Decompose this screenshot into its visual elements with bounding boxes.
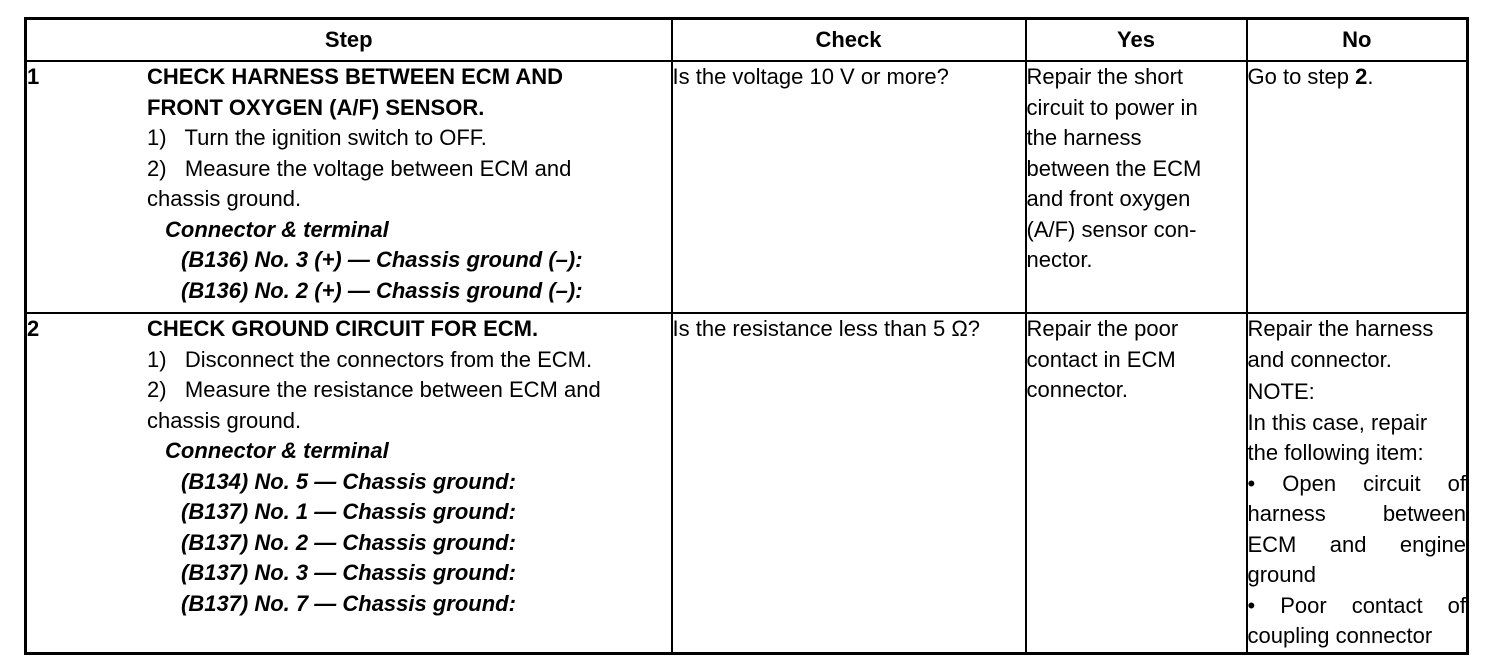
- check-cell: Is the voltage 10 V or more?: [672, 61, 1026, 313]
- yes-line: nector.: [1026, 247, 1093, 272]
- step-body: [147, 62, 671, 306]
- yes-line: circuit to power in: [1026, 94, 1198, 120]
- yes-line: contact in ECM: [1026, 346, 1176, 372]
- connector-heading: Connector & terminal: [165, 216, 389, 242]
- header-no: No: [1247, 19, 1468, 62]
- yes-line: Repair the short: [1026, 64, 1184, 89]
- bullet-line: • Open circuit of: [1247, 470, 1466, 496]
- step-body: [147, 314, 671, 619]
- step-title-line: CHECK GROUND CIRCUIT FOR ECM.: [147, 316, 539, 341]
- go-to-step-number: 2: [1355, 64, 1368, 89]
- yes-cell: [1026, 313, 1247, 654]
- bullet-line: ECM and engine: [1247, 531, 1466, 557]
- connector-item: (B136) No. 3 (+) — Chassis ground (–):: [181, 247, 583, 272]
- table-row: [26, 61, 1468, 313]
- step-cell: [26, 313, 672, 654]
- bullet-line: ground: [1247, 562, 1317, 587]
- connector-item: (B137) No. 2 — Chassis ground:: [181, 529, 516, 555]
- no-line: and connector.: [1247, 346, 1392, 372]
- yes-line: between the ECM: [1026, 155, 1202, 181]
- instruction-line: 1) Turn the ignition switch to OFF.: [147, 125, 487, 150]
- instruction-line: chassis ground.: [147, 407, 302, 433]
- note-label: NOTE:: [1247, 379, 1315, 404]
- no-cell: [1247, 61, 1468, 313]
- connector-item: (B136) No. 2 (+) — Chassis ground (–):: [181, 277, 583, 303]
- header-row: [26, 19, 1468, 62]
- connector-item: (B137) No. 7 — Chassis ground:: [181, 590, 516, 616]
- no-line: Repair the harness: [1247, 316, 1434, 341]
- connector-item: (B137) No. 3 — Chassis ground:: [181, 560, 516, 585]
- instruction-line: 2) Measure the voltage between ECM and: [147, 155, 572, 181]
- yes-line: and front oxygen: [1026, 186, 1191, 211]
- step-title-line: FRONT OXYGEN (A/F) SENSOR.: [147, 94, 485, 120]
- table-row: [26, 313, 1468, 654]
- no-text: Go to step: [1247, 64, 1356, 89]
- connector-item: (B134) No. 5 — Chassis ground:: [181, 468, 516, 494]
- no-suffix: .: [1367, 64, 1374, 89]
- step-number: 1: [27, 64, 40, 89]
- header-check: Check: [672, 19, 1026, 62]
- yes-cell: [1026, 61, 1247, 313]
- bullet-line: harness between: [1247, 501, 1466, 526]
- bullet-line: • Poor contact of: [1247, 592, 1466, 618]
- yes-line: Repair the poor: [1026, 316, 1179, 341]
- check-cell: Is the resistance less than 5 Ω?: [672, 313, 1026, 654]
- instruction-line: 1) Disconnect the connectors from the ECM.: [147, 346, 593, 372]
- step-title-line: CHECK HARNESS BETWEEN ECM AND: [147, 64, 563, 89]
- step-cell: [26, 61, 672, 313]
- connector-heading: Connector & terminal: [165, 438, 389, 463]
- yes-line: (A/F) sensor con-: [1026, 216, 1197, 242]
- diagnostic-table: [24, 17, 1469, 655]
- instruction-line: chassis ground.: [147, 186, 302, 211]
- header-yes: Yes: [1026, 19, 1247, 62]
- connector-item: (B137) No. 1 — Chassis ground:: [181, 499, 516, 524]
- no-cell: [1247, 313, 1468, 654]
- step-number: 2: [27, 316, 40, 341]
- yes-line: the harness: [1026, 125, 1142, 150]
- header-step: Step: [26, 19, 672, 62]
- yes-line: connector.: [1026, 377, 1129, 402]
- note-line: the following item:: [1247, 440, 1424, 465]
- instruction-line: 2) Measure the resistance between ECM and: [147, 377, 601, 402]
- bullet-line: coupling connector: [1247, 623, 1433, 648]
- note-line: In this case, repair: [1247, 409, 1428, 435]
